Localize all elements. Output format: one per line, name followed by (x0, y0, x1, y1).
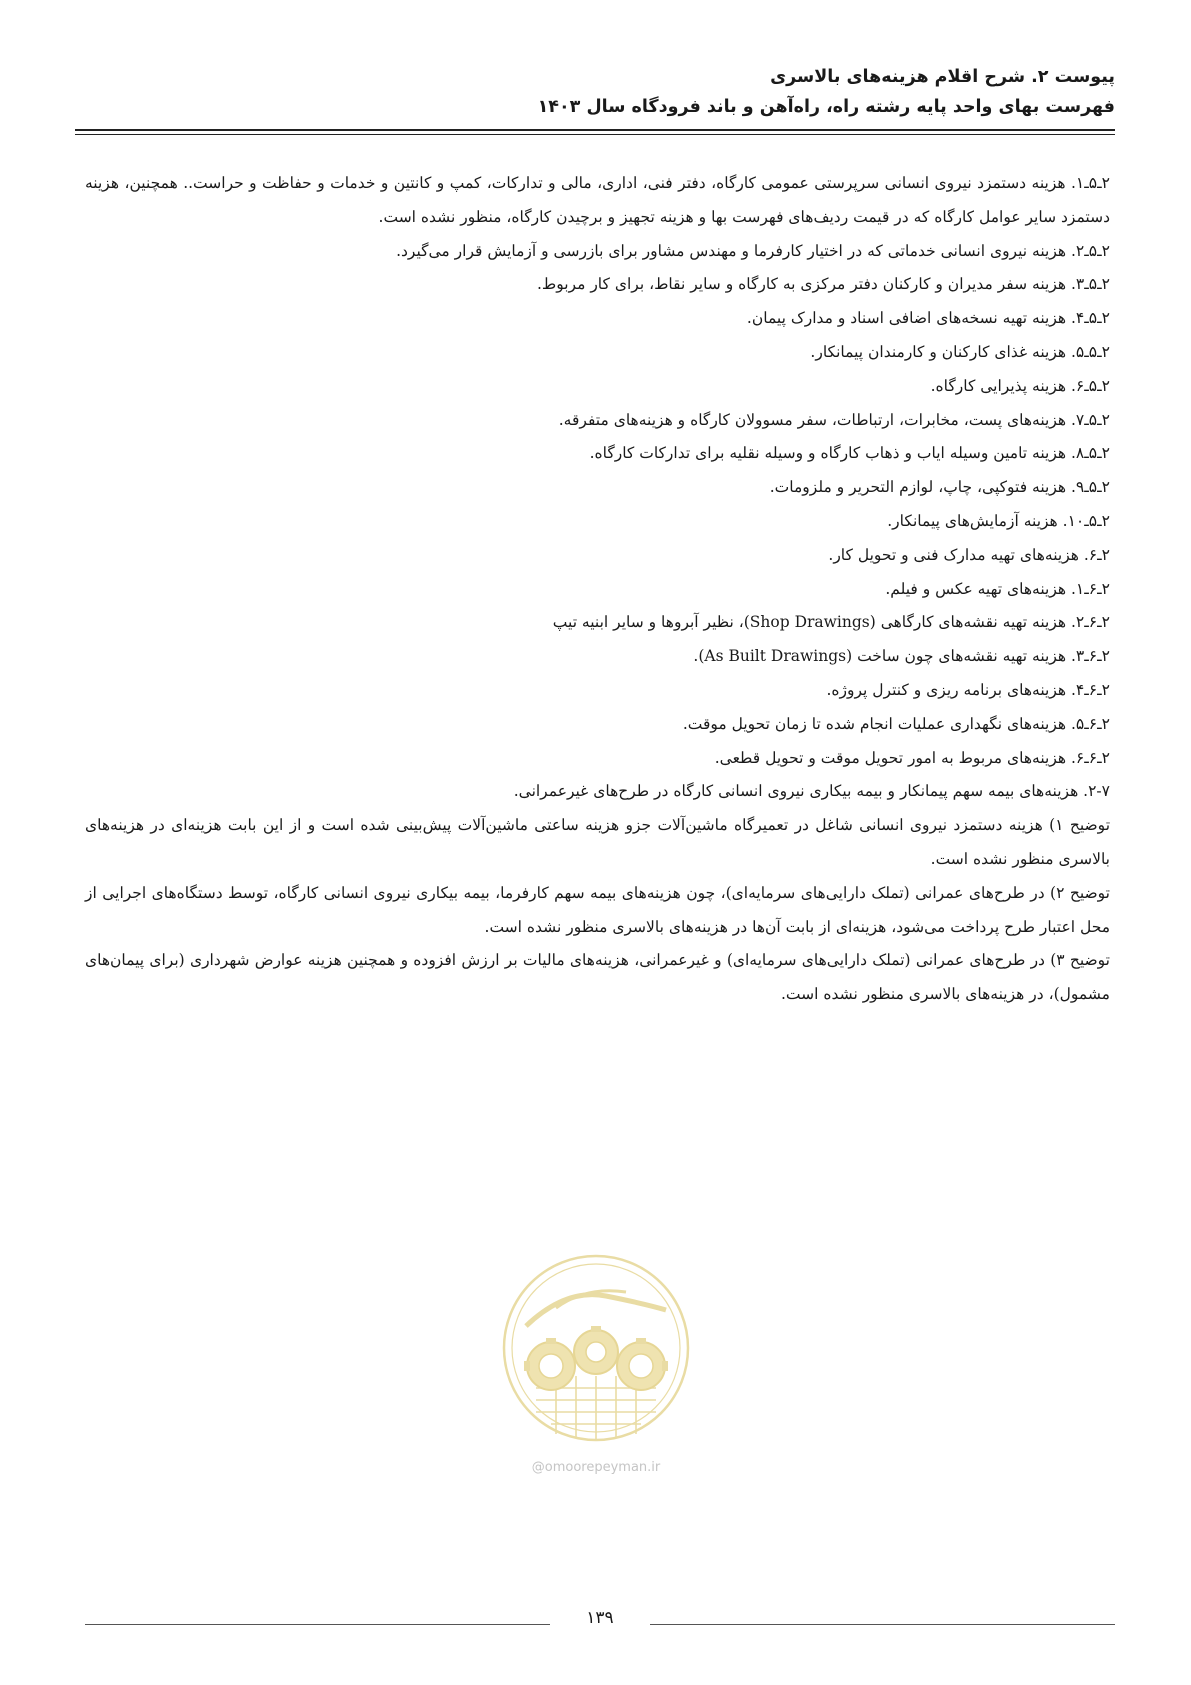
page-header (75, 62, 1115, 122)
note-2: توضیح ۲) در طرح‌های عمرانی (تملک دارایی‌های سرمایه‌ای)، چون هزینه‌های بیمه سهم کارفرما، بیمه بیکاری نیروی انسانی کارگاه، توسط دستگاه‌های اجرایی از محل اعتبار طرح پرداخت می‌شود، هزینه‌ای از بابت آن‌ها در هزینه‌های بالاسری منظور نشده است. (85, 883, 1110, 936)
note-3: توضیح ۳) در طرح‌های عمرانی (تملک دارایی‌های سرمایه‌ای) و غیرعمرانی، هزینه‌های مالیات بر ارزش افزوده و همچنین هزینه عوارض شهرداری (برای پیمان‌های مشمول)، در هزینه‌های بالاسری منظور نشده است. (85, 951, 1110, 1004)
paragraph-2-6-6: ۲ـ۶ـ۶. هزینه‌های مربوط به امور تحویل موقت و تحویل قطعی. (714, 748, 1110, 767)
paragraph-2-5-7: ۲ـ۵ـ۷. هزینه‌های پست، مخابرات، ارتباطات، سفر مسوولان کارگاه و هزینه‌های متفرقه. (558, 410, 1110, 429)
note-1: توضیح ۱) هزینه دستمزد نیروی انسانی شاغل در تعمیرگاه ماشین‌آلات جزو هزینه ساعتی ماشین‌آلات پیش‌بینی شده است و از این بابت هزینه‌ای در هزینه‌های بالاسری منظور نشده است. (85, 816, 1111, 868)
document-body (85, 167, 1110, 1012)
paragraph-2-5-1: ۲ـ۵ـ۱. هزینه دستمزد نیروی انسانی سرپرستی عمومی کارگاه، دفتر فنی، اداری، مالی و تدارکات، کمپ و کانتین و خدمات و حفاظت و حراست.. همچنین، هزینه دستمزد سایر عوامل کارگاه که در قیمت ردیف‌های فهرست بها و هزینه تجهیز و برچیدن کارگاه، منظور نشده است. (85, 174, 1110, 226)
watermark-url: @omoorepeyman.ir (531, 1460, 661, 1475)
paragraph-2-5-9: ۲ـ۵ـ۹. هزینه فتوکپی، چاپ، لوازم التحریر و ملزومات. (769, 478, 1110, 497)
paragraph-2-6-4: ۲ـ۶ـ۴. هزینه‌های برنامه ریزی و کنترل پروژه. (826, 680, 1110, 699)
header-rule-thick (75, 129, 1115, 131)
paragraph-2-6-1: ۲ـ۶ـ۱. هزینه‌های تهیه عکس و فیلم. (885, 579, 1110, 598)
paragraph-2-6-3: ۲ـ۶ـ۳. هزینه تهیه نقشه‌های چون ساخت (As Built Drawings). (693, 647, 1110, 666)
paragraph-2-6-5: ۲ـ۶ـ۵. هزینه‌های نگهداری عملیات انجام شده تا زمان تحویل موقت. (682, 714, 1110, 733)
footer-rule-right (650, 1624, 1115, 1625)
footer-rule-left (85, 1624, 550, 1625)
paragraph-2-7: ۲-۷. هزینه‌های بیمه سهم پیمانکار و بیمه بیکاری نیروی انسانی کارگاه در طرح‌های غیرعمرانی. (513, 782, 1110, 801)
paragraph-2-5-6: ۲ـ۵ـ۶. هزینه پذیرایی کارگاه. (930, 376, 1110, 395)
page-number: ۱۳۹ (586, 1608, 614, 1628)
header-subtitle: فهرست بهای واحد پایه رشته راه، راه‌آهن و باند فرودگاه سال ۱۴۰۳ (537, 97, 1115, 117)
header-title: پیوست ۲. شرح اقلام هزینه‌های بالاسری (770, 67, 1115, 87)
paragraph-2-5-10: ۲ـ۵ـ۱۰. هزینه آزمایش‌های پیمانکار. (887, 511, 1110, 530)
paragraph-2-5-2: ۲ـ۵ـ۲. هزینه نیروی انسانی خدماتی که در اختیار کارفرما و مهندس مشاور برای بازرسی و آزمایش قرار می‌گیرد. (396, 241, 1110, 260)
paragraph-2-5-5: ۲ـ۵ـ۵. هزینه غذای کارکنان و کارمندان پیمانکار. (810, 342, 1110, 361)
paragraph-2-6: ۲ـ۶. هزینه‌های تهیه مدارک فنی و تحویل کار. (828, 545, 1110, 564)
paragraph-2-5-3: ۲ـ۵ـ۳. هزینه سفر مدیران و کارکنان دفتر مرکزی به کارگاه و سایر نقاط، برای کار مربوط. (536, 275, 1110, 294)
paragraph-2-6-2: ۲ـ۶ـ۲. هزینه تهیه نقشه‌های کارگاهی (Shop Drawings)، نظیر آبروها و سایر ابنیه تیپ (552, 613, 1110, 632)
paragraph-2-5-4: ۲ـ۵ـ۴. هزینه تهیه نسخه‌های اضافی اسناد و مدارک پیمان. (746, 309, 1110, 328)
omoorepeyman-seal-icon (496, 1248, 696, 1448)
paragraph-2-5-8: ۲ـ۵ـ۸. هزینه تامین وسیله ایاب و ذهاب کارگاه و وسیله نقلیه برای تدارکات کارگاه. (589, 444, 1110, 463)
header-rule-thin (75, 134, 1115, 135)
